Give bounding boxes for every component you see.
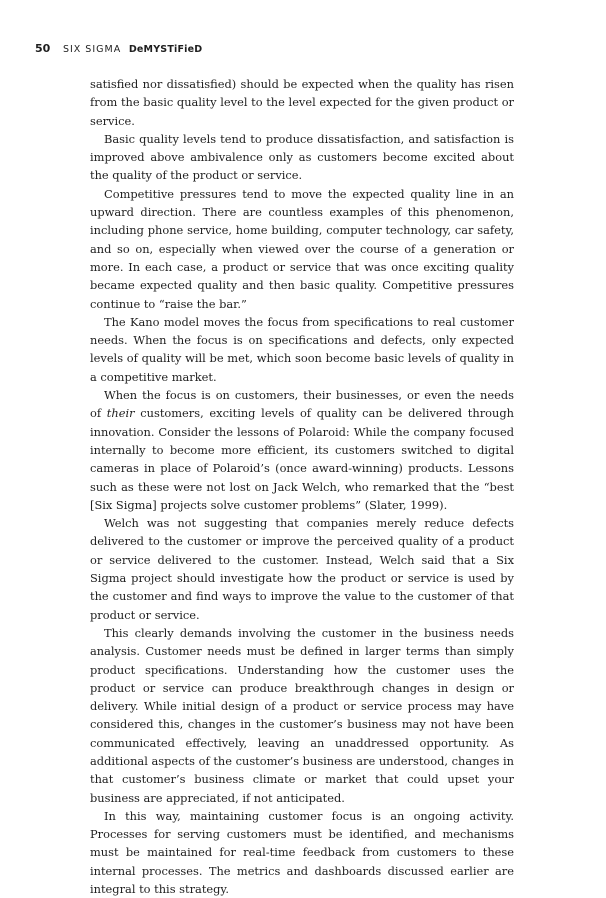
page-number: 50 bbox=[35, 42, 51, 55]
book-title-plain: SIX SIGMA bbox=[62, 44, 122, 55]
paragraph-5-text-start: When the focus is on customers, their businesses, or even the needs of bbox=[90, 388, 514, 421]
paragraph-6: Welch was not suggesting that companies merely reduce defects delivered to the customer or improve the perceived quality of a product or service delivered to the customer. Instead, Welch said that a Six Sigma project should investigate how the product or service is used by the customer and find ways to improve the value to the customer of that product or service. bbox=[90, 516, 514, 622]
paragraph-5-emphasis: their bbox=[106, 406, 135, 421]
paragraph-1: satisfied nor dissatisfied) should be expected when the quality has risen from the basic quality level to the level expected for the given product or service. bbox=[90, 77, 514, 128]
paragraph-5 bbox=[90, 386, 514, 514]
paragraph-7: This clearly demands involving the customer in the business needs analysis. Customer needs must be defined in larger terms than simply product specifications. Understanding how the customer uses the product or service can produce breakthrough changes in design or delivery. While initial design of a product or service process may have considered this, changes in the customer’s business may not have been communicated effectively, leaving an unaddressed opportunity. As additional aspects of the customer’s business are understood, changes in that customer’s business climate or market that could upset your business are appreciated, if not anticipated. bbox=[90, 625, 514, 805]
paragraph-3: Competitive pressures tend to move the expected quality line in an upward direction. There are countless examples of this phenomenon, including phone service, home building, computer technology, car safety, and so on, especially when viewed over the course of a generation or more. In each case, a product or service that was once exciting quality became expected quality and then basic quality. Competitive pressures continue to “raise the bar.” bbox=[90, 186, 514, 311]
paragraph-2: Basic quality levels tend to produce dissatisfaction, and satisfaction is improved above ambivalence only as customers become excited about the quality of the product or service. bbox=[90, 131, 514, 183]
running-header bbox=[35, 42, 202, 55]
paragraph-4: The Kano model moves the focus from specifications to real customer needs. When the focus is on specifications and defects, only expected levels of quality will be met, which soon become basic levels of quality in a competitive market. bbox=[90, 314, 514, 384]
paragraph-8: In this way, maintaining customer focus is an ongoing activity. Processes for serving customers must be identified, and mechanisms must be maintained for real-time feedback from customers to these internal processes. The metrics and dashboards discussed earlier are integral to this strategy. bbox=[90, 808, 514, 897]
book-title-bold: DeMYSTiFieD bbox=[128, 44, 203, 55]
body-text bbox=[90, 75, 514, 898]
paragraph-5-text-end: customers, exciting levels of quality can be delivered through innovation. Consider the lessons of Polaroid: While the company focused internally to become more efficient, its customers switched to digital cameras in place of Polaroid’s (once award-winning) products. Lessons such as these were not lost on Jack Welch, who remarked that the “best [Six Sigma] projects solve customer problems” (Slater, 1999). bbox=[90, 406, 514, 512]
